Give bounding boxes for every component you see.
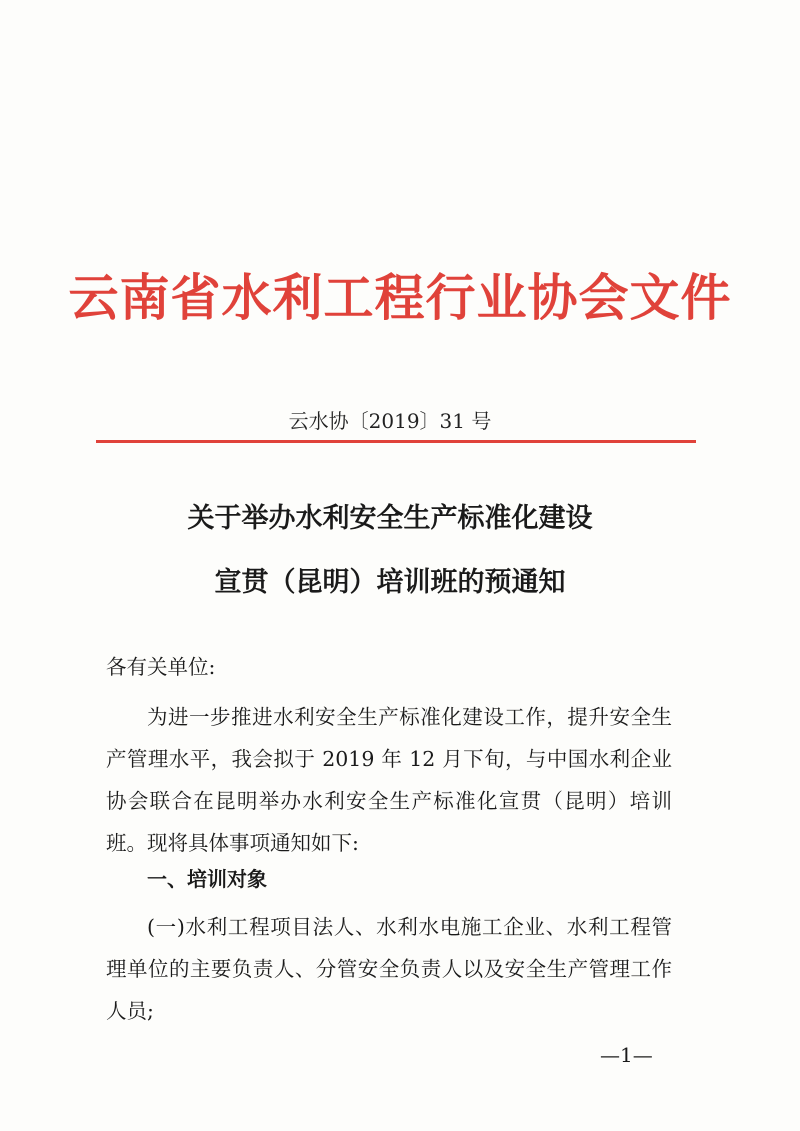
notice-title-line-2: 宣贯（昆明）培训班的预通知 [214, 567, 566, 598]
page-number: —1— [600, 1043, 653, 1067]
document-number: 云水协〔2019〕31 号 [288, 409, 492, 433]
intro-paragraph: 为进一步推进水利安全生产标准化建设工作，提升安全生产管理水平，我会拟于 2019 年 12 月下旬，与中国水利企业协会联合在昆明举办水利安全生产标准化宣贯（昆明）培训班。现将具体事项通知如下: [106, 705, 672, 855]
section-item-1: (一)水利工程项目法人、水利水电施工企业、水利工程管理单位的主要负责人、分管安全负责人以及安全生产管理工作人员; [106, 915, 672, 1023]
red-separator-rule [96, 440, 696, 443]
organization-header: 云南省水利工程行业协会文件 [68, 269, 732, 327]
notice-title-line-1: 关于举办水利安全生产标准化建设 [187, 503, 593, 534]
section-heading-training-targets: 一、培训对象 [147, 867, 267, 891]
salutation: 各有关单位: [106, 655, 216, 679]
